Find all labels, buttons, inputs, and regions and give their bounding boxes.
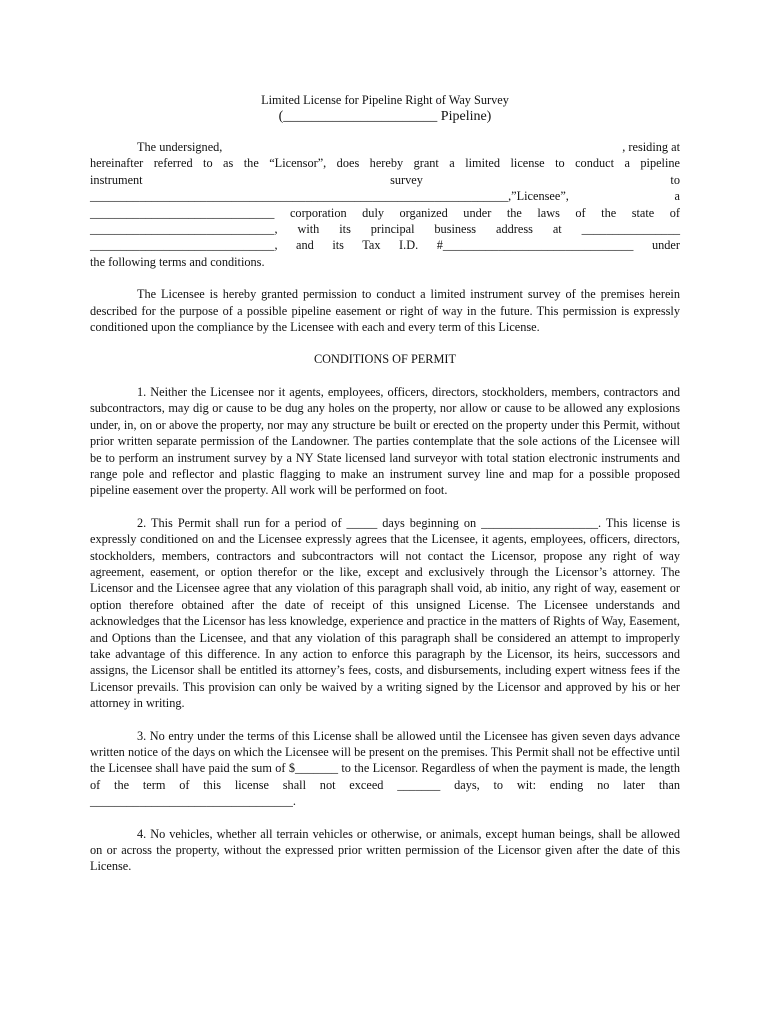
document-subtitle: (______________________ Pipeline) [278,109,492,124]
intro-word-to: to [670,172,680,187]
conditions-heading: CONDITIONS OF PERMIT [313,352,457,367]
document-body [90,92,680,875]
intro-line-3 [90,172,680,188]
intro-licensee-blank: ____________________________________________________________________,”Licensee”, [90,189,569,204]
document-title: Limited License for Pipeline Right of Way Survey [261,93,509,107]
condition-4: 4. No vehicles, whether all terrain vehicles or otherwise, or animals, except human beings, shall be allowed on or across the property, without the expressed prior written permission of the Licensor given after the date of this License. [90,826,680,874]
intro-line-8: the following terms and conditions. [90,254,265,269]
intro-line-4 [90,188,680,204]
intro-word-instrument: instrument [90,172,143,187]
condition-1: 1. Neither the Licensee nor it agents, employees, officers, directors, stockholders, members, contractors and subcontractors, may dig or cause to be dug any holes on the property, nor allow or cause to be allowed any explosions under, in, on or above the property, nor may any structure be built or erected on the property under this Permit, without prior written separate permission of the Landowner. The parties contemplate that the sole actions of the Licensee will be to perform an instrument survey by a NY State licensed land surveyor with total station electronic instruments and range pole and reflector and plastic flagging to make an instrument survey line and map for a possible proposed pipeline easement over the property. All work will be performed on foot. [90,384,680,498]
intro-line-5: ______________________________ corporation duly organized under the laws of the state of [90,205,680,220]
intro-residing-at: , residing at [622,140,680,154]
intro-line-1 [90,139,680,155]
intro-article-a: a [674,189,680,204]
intro-block [90,139,680,270]
condition-3: 3. No entry under the terms of this License shall be allowed until the Licensee has given seven days advance written notice of the days on which the Licensee will be present on the premises. This Permit shall not be effective until the Licensee shall have paid the sum of $_______ to the Licensor. Regardless of when the payment is made, the length of the term of this license shall not exceed _______ days, to wit: ending no later than _________________________________. [90,728,680,809]
condition-2: 2. This Permit shall run for a period of _____ days beginning on ___________________. This license is expressly conditioned on and the Licensee expressly agrees that the Licensee, it agents, employees, officers, directors, stockholders, members, contractors and subcontractors will not contact the Licensor, propose any right of way agreement, easement, or option therefor or the like, except and exclusively through the Licensor’s attorney. The Licensor and the Licensee agree that any violation of this paragraph shall void, ab initio, any right of way, easement or option therefore obtained after the date of receipt of this unsigned License. The Licensee understands and acknowledges that the Licensor has less knowledge, experience and practice in the matters of Rights of Way, Easement, and Options than the Licensee, and that any violation of this paragraph shall be considered an attempt to improperly take advantage of this difference. In any action to enforce this paragraph by the Licensor, its heirs, successors and assigns, the Licensor shall be entitled its attorney’s fees, costs, and disbursements, including expert witness fees if the Licensor prevails. This provision can only be waived by a writing signed by the Licensor and approved by his or her attorney in writing. [90,515,680,711]
intro-line-6: ______________________________, with its principal business address at ________________ [90,222,680,237]
intro-word-survey: survey [390,172,423,187]
intro-line-7: ______________________________, and its Tax I.D. #_______________________________ under [90,238,680,253]
intro-undersigned: The undersigned, [137,140,223,154]
grant-paragraph: The Licensee is hereby granted permission to conduct a limited instrument survey of the premises herein described for the purpose of a possible pipeline easement or right of way in the future. This permission is expressly conditioned upon the compliance by the Licensee with each and every term of this License. [90,287,680,335]
intro-line-2: hereinafter referred to as the “Licensor”, does hereby grant a limited license to conduct a pipeline [90,156,680,171]
